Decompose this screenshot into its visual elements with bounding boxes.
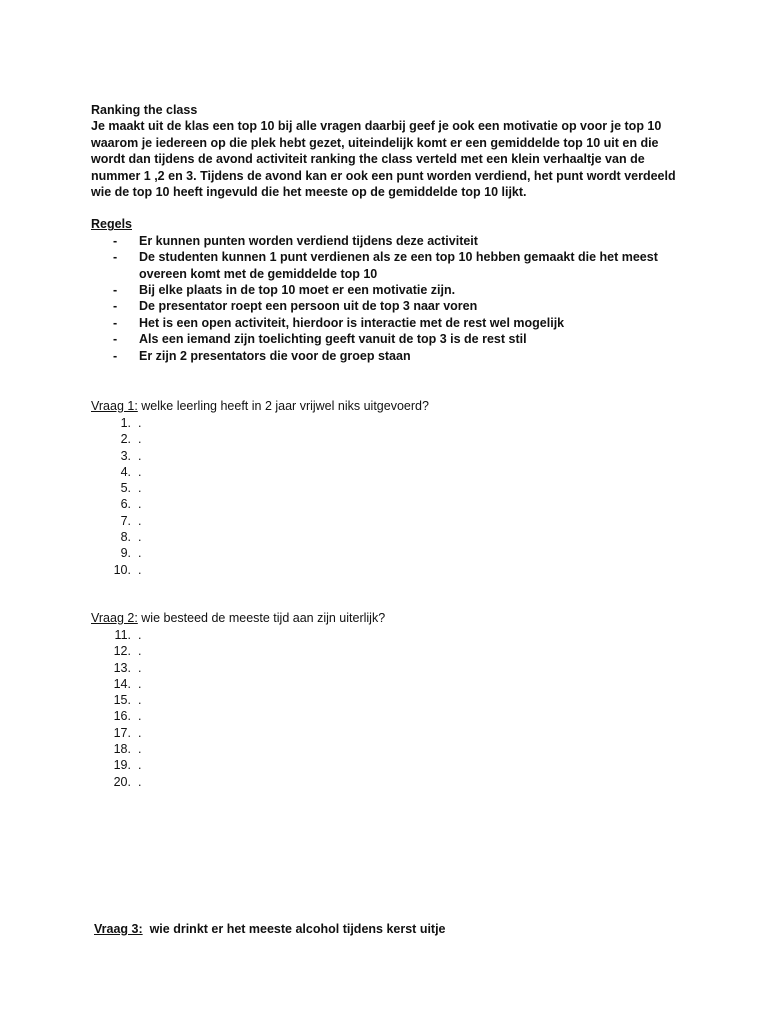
list-item: 1. .: [120, 416, 142, 430]
dash-bullet-icon: -: [113, 283, 118, 298]
question-3: [94, 921, 446, 937]
rule-item: - Er kunnen punten worden verdiend tijdens deze activiteit: [113, 233, 478, 248]
question-2-label: Vraag 2:: [91, 611, 138, 625]
rules-list: [91, 233, 691, 364]
intro-paragraph: Je maakt uit de klas een top 10 bij alle vragen daarbij geef je ook een motivatie op voor je top 10 waarom je iedereen op die plek hebt gezet, uiteindelijk komt er een gemiddelde top 10 uit en die wordt dan tijdens de avond activiteit ranking the class verteld met een klein verhaaltje van de nummer 1 ,2 en 3. Tijdens de avond kan er ook een punt worden verdiend, het punt wordt verdeeld wie de top 10 heeft ingevuld die het meeste op de gemiddelde top 10 lijkt.: [91, 119, 676, 200]
list-item: 3. .: [120, 448, 142, 463]
list-item: 5. .: [120, 481, 142, 496]
question-1: [91, 398, 429, 414]
list-item: 11. .: [114, 628, 142, 642]
question-1-answers: [91, 415, 291, 578]
rule-item: - Er zijn 2 presentators die voor de groep staan: [113, 348, 411, 363]
dash-bullet-icon: -: [113, 233, 118, 248]
list-item: 18. .: [113, 742, 142, 757]
list-item: 19. .: [113, 758, 142, 773]
document-page: [91, 102, 691, 936]
rule-item: - Het is een open activiteit, hierdoor is interactie met de rest wel mogelijk: [113, 315, 565, 330]
rule-item: - De studenten kunnen 1 punt verdienen als ze een top 10 hebben gemaakt die het meest overeen komt met de gemiddelde top 10: [113, 250, 658, 281]
dash-bullet-icon: -: [113, 348, 118, 363]
question-3-label: Vraag 3:: [94, 922, 143, 936]
dash-bullet-icon: -: [113, 299, 118, 314]
question-2-answers: [91, 627, 291, 790]
dash-bullet-icon: -: [113, 315, 118, 330]
list-item: 7. .: [120, 513, 142, 528]
list-item: 10. .: [113, 562, 142, 577]
list-item: 6. .: [120, 497, 142, 512]
list-item: 9. .: [120, 546, 142, 561]
dash-bullet-icon: -: [113, 332, 118, 347]
list-item: 17. .: [113, 725, 142, 740]
rules-heading: Regels: [91, 217, 132, 232]
question-2-text: wie besteed de meeste tijd aan zijn uiterlijk?: [137, 611, 386, 625]
dash-bullet-icon: -: [113, 250, 118, 265]
question-1-text: welke leerling heeft in 2 jaar vrijwel niks uitgevoerd?: [137, 399, 429, 413]
list-item: 8. .: [120, 530, 142, 545]
rule-item: - Bij elke plaats in de top 10 moet er een motivatie zijn.: [113, 283, 456, 298]
rule-item: - De presentator roept een persoon uit de top 3 naar voren: [113, 299, 478, 314]
list-item: 15. .: [113, 693, 142, 708]
question-2: [91, 610, 385, 626]
list-item: 16. .: [113, 709, 142, 724]
list-item: 20. .: [113, 774, 142, 789]
list-item: 14. .: [113, 676, 142, 691]
list-item: 2. .: [120, 432, 142, 447]
document-title: Ranking the class: [91, 103, 198, 117]
question-1-label: Vraag 1:: [91, 399, 138, 413]
list-item: 4. .: [120, 464, 142, 479]
list-item: 12. .: [113, 644, 142, 659]
question-3-text: wie drinkt er het meeste alcohol tijdens kerst uitje: [142, 922, 446, 936]
list-item: 13. .: [113, 660, 142, 675]
rule-item: - Als een iemand zijn toelichting geeft vanuit de top 3 is de rest stil: [113, 332, 527, 347]
